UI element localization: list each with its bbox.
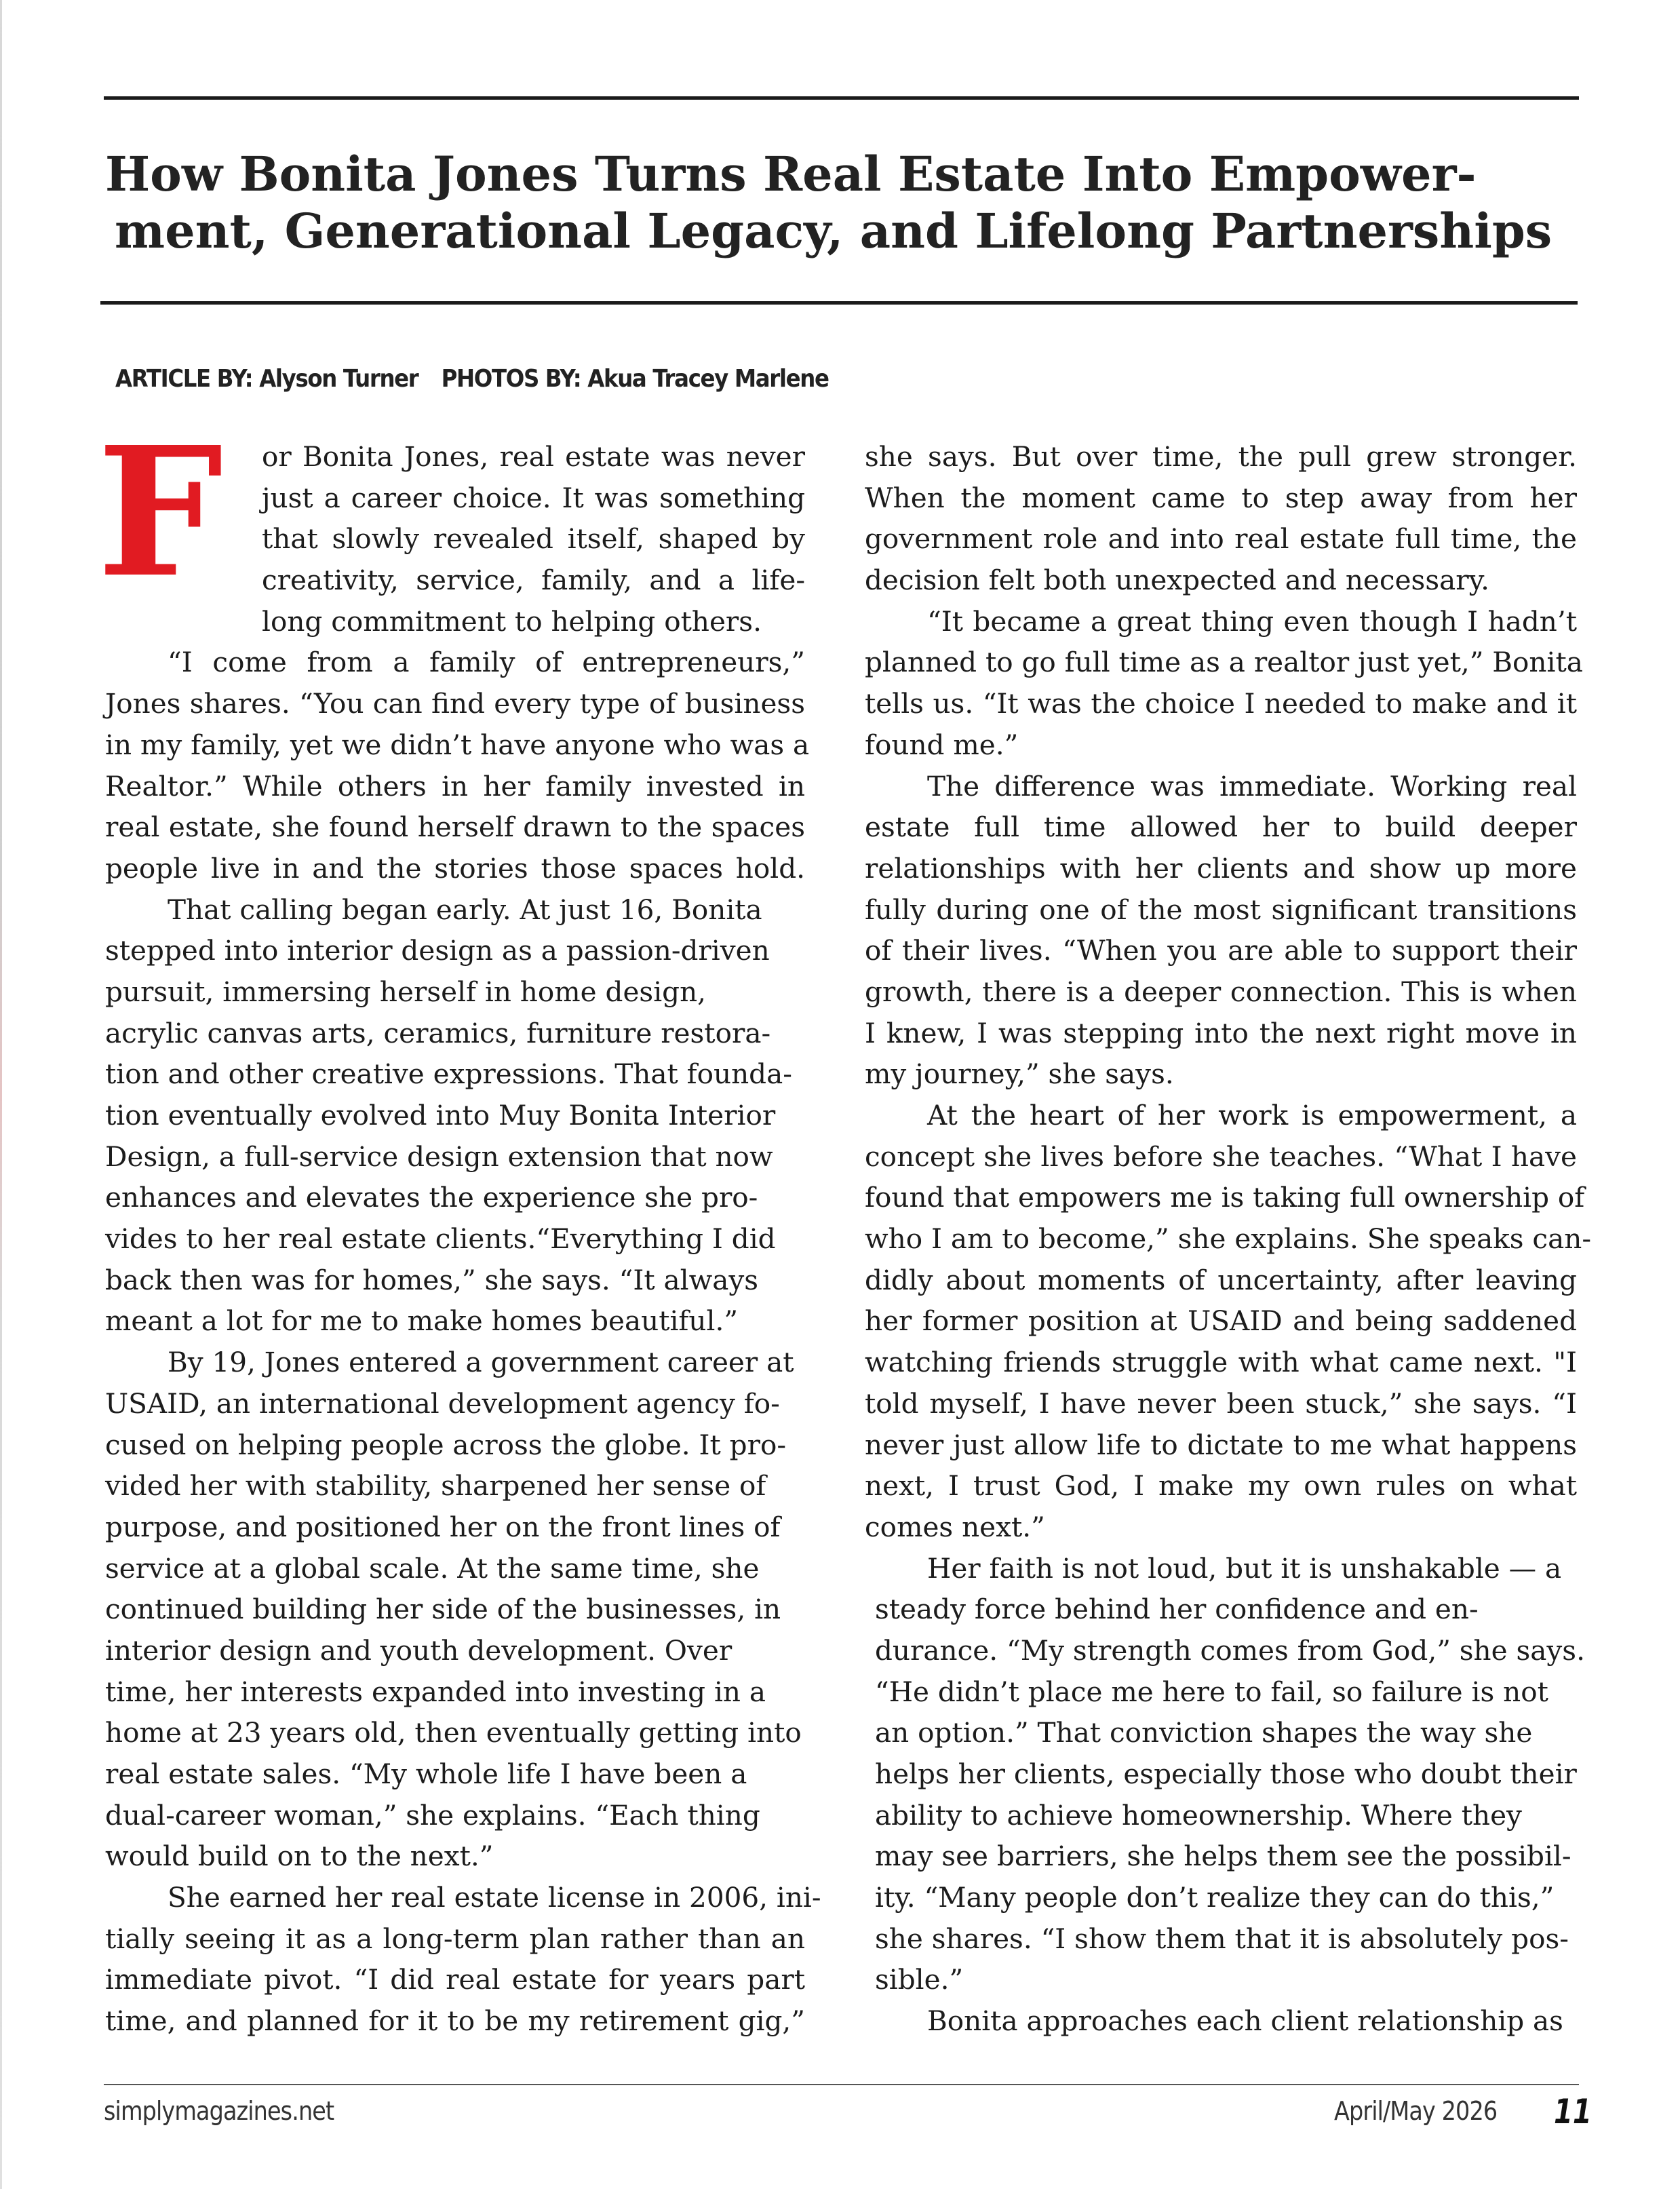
article-column-2 [865,436,1592,2042]
text-line: pursuit, immersing herself in home design, [105,975,707,1008]
article-author: Alyson Turner [259,365,418,393]
text-line: I knew, I was stepping into the next right move in [865,1016,1577,1049]
text-line: “It became a great thing even though I hadn’t [927,604,1577,638]
text-line: tially seeing it as a long-term plan rather than an [105,1922,805,1955]
text-line: enhances and elevates the experience she pro- [105,1181,758,1214]
text-line: By 19, Jones entered a government career at [168,1346,794,1379]
text-line: ity. “Many people don’t realize they can do this,” [875,1881,1555,1914]
text-line: Her faith is not loud, but it is unshakable — a [927,1551,1562,1585]
headline-line-2: ment, Generational Legacy, and Lifelong Partnerships [115,203,1552,259]
text-line: would build on to the next.” [105,1840,494,1873]
text-line: she says. But over time, the pull grew stronger. [865,440,1577,473]
text-line: she shares. “I show them that it is absolutely pos- [875,1922,1569,1955]
text-line: immediate pivot. “I did real estate for years part [105,1963,805,1996]
article-column-1 [105,436,821,2042]
text-line: my journey,” she says. [865,1058,1174,1091]
drop-cap: F [97,408,224,617]
text-line: government role and into real estate full time, the [865,522,1577,556]
text-line: time, her interests expanded into investing in a [105,1675,766,1708]
text-line: tion eventually evolved into Muy Bonita Interior [105,1099,776,1131]
text-line: That calling began early. At just 16, Bonita [168,893,762,926]
text-line: planned to go full time as a realtor just yet,” Bonita [865,646,1583,679]
text-line: vides to her real estate clients.“Everything I did [105,1222,776,1256]
text-line: creativity, service, family, and a life- [262,564,805,597]
text-line: Jones shares. “You can find every type of business [105,687,805,720]
text-line: dual-career woman,” she explains. “Each thing [105,1798,760,1832]
text-line: “I come from a family of entrepreneurs,” [168,646,805,679]
text-line: continued building her side of the businesses, in [105,1593,781,1626]
text-line: back then was for homes,” she says. “It always [105,1263,759,1296]
top-rule [104,96,1579,100]
article-headline [105,146,1597,260]
text-line: comes next.” [865,1510,1045,1543]
text-line: tells us. “It was the choice I needed to make and it [865,687,1577,720]
text-line: next, I trust God, I make my own rules on what [865,1469,1577,1503]
text-line: who I am to become,” she explains. She speaks can- [865,1222,1592,1256]
text-line: purpose, and positioned her on the front lines of [105,1510,781,1543]
text-line: told myself, I have never been stuck,” she says. “I [865,1387,1577,1420]
text-line: didly about moments of uncertainty, after leaving [865,1263,1577,1296]
text-line: acrylic canvas arts, ceramics, furniture restora- [105,1016,771,1049]
text-line: Realtor.” While others in her family invested in [105,769,805,802]
text-line: decision felt both unexpected and necessary. [865,564,1489,597]
text-line: of their lives. “When you are able to support their [865,934,1577,967]
text-line: never just allow life to dictate to me what happens [865,1428,1577,1461]
text-line: sible.” [875,1963,964,1996]
text-line: or Bonita Jones, real estate was never [262,440,805,473]
text-line: tion and other creative expressions. That founda- [105,1058,792,1091]
page-number: 11 [1554,2092,1592,2131]
byline [115,365,829,393]
text-line: When the moment came to step away from her [865,481,1577,514]
text-line: long commitment to helping others. [262,604,762,638]
text-line: stepped into interior design as a passion-driven [105,934,770,967]
text-line: that slowly revealed itself, shaped by [262,522,805,556]
text-line: fully during one of the most significant transitions [865,893,1577,926]
text-line: growth, there is a deeper connection. This is when [865,975,1577,1008]
text-line: people live in and the stories those spaces hold. [105,851,805,885]
text-line: just a career choice. It was something [262,481,805,514]
text-line: ability to achieve homeownership. Where they [875,1798,1522,1832]
page-edge [0,0,2,2189]
footer-rule [104,2084,1579,2085]
text-line: helps her clients, especially those who doubt their [875,1758,1577,1790]
text-line: meant a lot for me to make homes beautiful.” [105,1304,739,1338]
text-line: watching friends struggle with what came next. "I [865,1346,1577,1379]
text-line: home at 23 years old, then eventually getting into [105,1716,802,1749]
text-line: real estate, she found herself drawn to the spaces [105,811,805,844]
text-line: The difference was immediate. Working real [927,769,1577,802]
page-footer [0,2092,1680,2137]
photographer: Akua Tracey Marlene [587,365,829,393]
text-line: an option.” That conviction shapes the way she [875,1716,1533,1749]
footer-issue-date: April/May 2026 [1334,2096,1498,2126]
text-line: real estate sales. “My whole life I have been a [105,1758,747,1790]
text-line: estate full time allowed her to build deeper [865,811,1577,844]
text-line: Bonita approaches each client relationship as [927,2004,1563,2038]
text-line: time, and planned for it to be my retirement gig,” [105,2004,805,2038]
headline-rule [100,301,1578,305]
text-line: vided her with stability, sharpened her sense of [105,1469,766,1503]
text-line: Design, a full-service design extension that now [105,1140,773,1173]
text-line: relationships with her clients and show up more [865,851,1577,885]
footer-website: simplymagazines.net [104,2096,334,2126]
text-line: interior design and youth development. Over [105,1633,732,1667]
text-line: found that empowers me is taking full ownership of [865,1181,1585,1214]
text-line: steady force behind her confidence and en- [875,1593,1479,1626]
text-line: service at a global scale. At the same time, she [105,1551,760,1585]
text-line: At the heart of her work is empowerment, a [927,1099,1577,1131]
text-line: concept she lives before she teaches. “What I have [865,1140,1577,1173]
text-line: found me.” [865,728,1019,761]
text-line: may see barriers, she helps them see the possibil- [875,1840,1571,1873]
article-by-label: ARTICLE BY: [115,365,253,393]
text-line: her former position at USAID and being saddened [865,1304,1577,1338]
text-line: USAID, an international development agency fo- [105,1387,780,1420]
text-line: cused on helping people across the globe. It pro- [105,1428,787,1461]
text-line: She earned her real estate license in 2006, ini- [168,1881,821,1914]
text-line: “He didn’t place me here to fail, so failure is not [875,1675,1548,1708]
photos-by-label: PHOTOS BY: [441,365,581,393]
text-line: in my family, yet we didn’t have anyone who was a [105,728,810,761]
headline-line-1: How Bonita Jones Turns Real Estate Into Empower- [105,146,1477,202]
text-line: durance. “My strength comes from God,” she says. [875,1633,1585,1667]
